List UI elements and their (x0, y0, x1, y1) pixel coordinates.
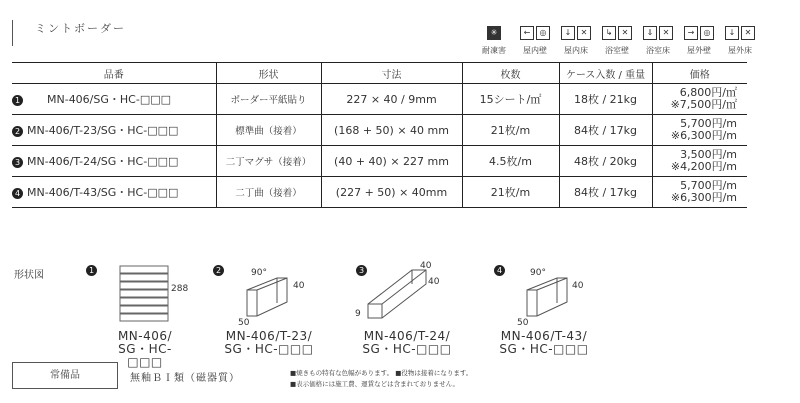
table-header-row (12, 63, 747, 84)
shape-number-badge: 1 (86, 265, 97, 276)
product-code: MN-406/T-43/SG・HC-□□□ (27, 186, 179, 199)
header-size: 寸法 (321, 63, 462, 84)
dimension-label: 40 (420, 261, 432, 271)
code-cell (12, 115, 216, 146)
product-code: MN-406/SG・HC-□□□ (47, 93, 171, 106)
shape-number-badge: 3 (356, 265, 367, 276)
dimension-label: 40 (428, 277, 440, 287)
code-cell (12, 177, 216, 208)
table-row (12, 84, 747, 115)
row-number-badge: 1 (12, 95, 23, 106)
case-cell: 18枚 / 21kg (559, 84, 652, 115)
price-cell: 5,700円/m ※6,300円/m (652, 177, 747, 208)
price-cell: 5,700円/m ※6,300円/m (652, 115, 747, 146)
standard-stock-label: 常備品 (12, 362, 118, 389)
table-row (12, 146, 747, 177)
icon-label: 屋内壁 (523, 46, 547, 55)
size-cell: (168 + 50) × 40 mm (321, 115, 462, 146)
shape-cell: 標準曲（接着） (216, 115, 321, 146)
shape-name: MN-406/ SG・HC-□□□ (117, 329, 173, 369)
product-code: MN-406/T-23/SG・HC-□□□ (27, 124, 179, 137)
shape-diagram-label: 形状図 (14, 270, 44, 281)
table-row (12, 177, 747, 208)
dimension-label: 288 (171, 284, 189, 294)
price-cell: 3,500円/m ※4,200円/m (652, 146, 747, 177)
icon-label: 屋内床 (564, 46, 588, 55)
dimension-label: 90° (530, 268, 546, 278)
size-cell: 227 × 40 / 9mm (321, 84, 462, 115)
interior-floor-icon: ↓ ✕ 屋内床 (558, 26, 594, 56)
border-tile-sheet-drawing (120, 266, 170, 322)
header-count: 枚数 (462, 63, 559, 84)
code-cell (12, 84, 216, 115)
page-title: ミントボーダー (35, 22, 126, 35)
price-cell: 6,800円/㎡ ※7,500円/㎡ (652, 84, 747, 115)
row-number-badge: 3 (12, 157, 23, 168)
case-cell: 48枚 / 20kg (559, 146, 652, 177)
icon-label: 屋外壁 (687, 46, 711, 55)
usage-icons (476, 26, 758, 56)
dimension-label: 50 (517, 318, 529, 328)
shape-cell: 二丁曲（接着） (216, 177, 321, 208)
interior-wall-icon: ← ◎ 屋内壁 (517, 26, 553, 56)
dimension-label: 50 (238, 318, 250, 328)
footnote: ■焼きもの特有な色幅があります。 ■役物は接着になります。 (290, 369, 473, 377)
code-cell (12, 146, 216, 177)
size-cell: (227 + 50) × 40mm (321, 177, 462, 208)
lintel-tile-drawing (368, 266, 428, 326)
size-cell: (40 + 40) × 227 mm (321, 146, 462, 177)
exterior-floor-icon: ↓ ✕ 屋外床 (722, 26, 758, 56)
row-number-badge: 2 (12, 126, 23, 137)
product-code: MN-406/T-24/SG・HC-□□□ (27, 155, 179, 168)
shape-name: MN-406/T-43/ SG・HC-□□□ (499, 329, 589, 356)
shape-name: MN-406/T-24/ SG・HC-□□□ (362, 329, 452, 356)
icon-label: 屋外床 (728, 46, 752, 55)
dimension-label: 40 (293, 281, 305, 291)
shape-number-badge: 4 (494, 265, 505, 276)
count-cell: 21枚/m (462, 177, 559, 208)
table-row (12, 115, 747, 146)
footnotes (290, 368, 472, 390)
count-cell: 4.5枚/m (462, 146, 559, 177)
count-cell: 21枚/m (462, 115, 559, 146)
count-cell: 15シート/㎡ (462, 84, 559, 115)
material-class-text: 無釉ＢＩ類（磁器質） (130, 373, 240, 384)
row-number-badge: 4 (12, 188, 23, 199)
header-code: 品番 (12, 63, 216, 84)
bathroom-floor-icon: ⇓ ✕ 浴室床 (640, 26, 676, 56)
dimension-label: 90° (251, 268, 267, 278)
dimension-label: 9 (355, 309, 361, 319)
header-shape: 形状 (216, 63, 321, 84)
exterior-wall-icon: → ◎ 屋外壁 (681, 26, 717, 56)
shape-number-badge: 2 (213, 265, 224, 276)
two-piece-corner-tile-drawing (527, 276, 577, 322)
header-case: ケース入数 / 重量 (559, 63, 652, 84)
icon-label: 浴室壁 (605, 46, 629, 55)
case-cell: 84枚 / 17kg (559, 177, 652, 208)
icon-label: 耐凍害 (482, 46, 506, 55)
title-bar (12, 20, 126, 46)
case-cell: 84枚 / 17kg (559, 115, 652, 146)
frost-damage-icon: ✳ 耐凍害 (482, 28, 506, 55)
bathroom-wall-icon: ↳ ✕ 浴室壁 (599, 26, 635, 56)
spec-table (12, 62, 747, 208)
shape-cell: ボーダー平紙貼り (216, 84, 321, 115)
shape-name: MN-406/T-23/ SG・HC-□□□ (224, 329, 314, 356)
dimension-label: 40 (572, 281, 584, 291)
shape-cell: 二丁マグサ（接着） (216, 146, 321, 177)
icon-label: 浴室床 (646, 46, 670, 55)
standard-corner-tile-drawing (247, 276, 297, 322)
footnote: ■表示価格には施工費、運賃などは含まれておりません。 (290, 380, 460, 388)
header-price: 価格 (652, 63, 747, 84)
